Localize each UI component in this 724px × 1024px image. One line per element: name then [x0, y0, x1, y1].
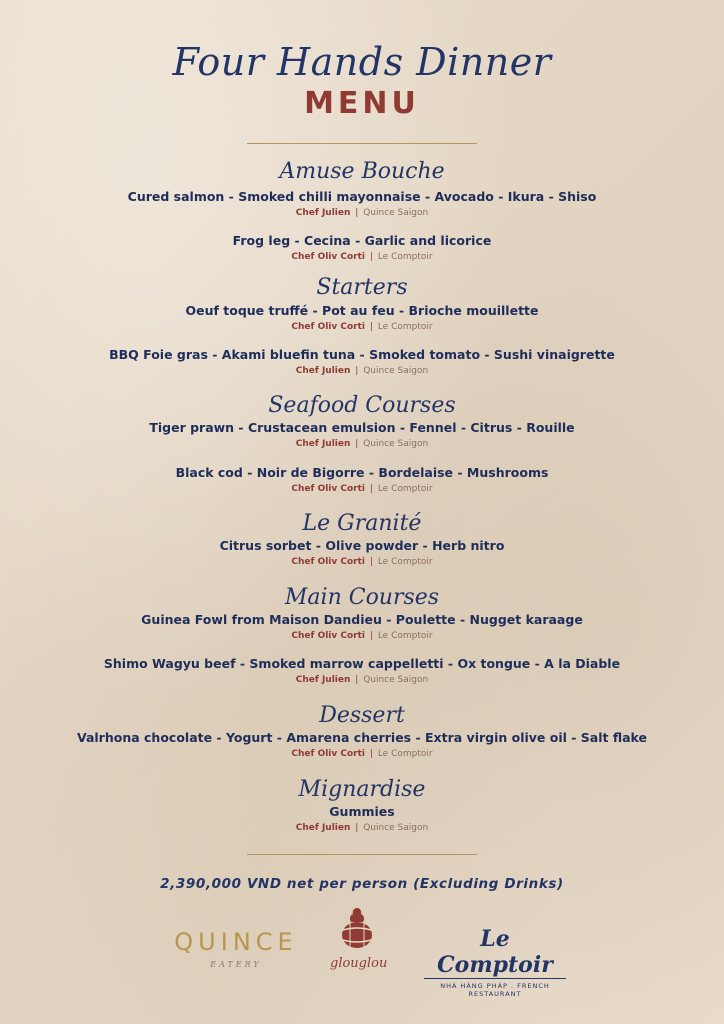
dish-name: BBQ Foie gras - Akami bluefin tuna - Smoked tomato - Sushi vinaigrette	[109, 347, 615, 362]
restaurant-name: Le Comptoir	[377, 749, 433, 759]
chef-credit	[0, 630, 724, 642]
chef-credit	[0, 365, 724, 377]
glouglou-logo-word: glouglou	[330, 956, 388, 971]
chef-separator: |	[369, 557, 373, 567]
dish-name: Cured salmon - Smoked chilli mayonnaise - Avocado - Ikura - Shiso	[127, 189, 597, 204]
dish-name: Tiger prawn - Crustacean emulsion - Fennel - Citrus - Rouille	[149, 420, 575, 435]
chef-name: Chef Oliv Corti	[291, 484, 366, 494]
chef-credit	[0, 207, 724, 219]
chef-name: Chef Julien	[295, 823, 351, 833]
chef-separator: |	[355, 366, 359, 376]
restaurant-name: Le Comptoir	[377, 252, 433, 262]
restaurant-name: Le Comptoir	[377, 484, 433, 494]
chef-name: Chef Oliv Corti	[291, 631, 366, 641]
chef-separator: |	[369, 322, 373, 332]
dish-name: Gummies	[329, 804, 395, 819]
section-title-dessert: Dessert	[319, 703, 405, 728]
chef-credit	[0, 748, 724, 760]
restaurant-name: Le Comptoir	[377, 557, 433, 567]
dish-name: Oeuf toque truffé - Pot au feu - Brioche mouillette	[185, 303, 539, 318]
le-comptoir-logo	[420, 926, 570, 998]
section-title-mignardise: Mignardise	[298, 777, 426, 802]
comptoir-logo-word: Le Comptoir	[437, 926, 553, 978]
chef-name: Chef Oliv Corti	[291, 557, 366, 567]
glouglou-logo	[330, 906, 388, 971]
chef-credit	[0, 556, 724, 568]
chef-credit	[0, 483, 724, 495]
quince-logo-word: QUINCE	[174, 928, 298, 956]
chef-credit	[0, 321, 724, 333]
restaurant-name: Le Comptoir	[377, 322, 433, 332]
restaurant-name: Quince Saigon	[363, 366, 429, 376]
chef-credit	[0, 438, 724, 450]
chef-separator: |	[355, 439, 359, 449]
chef-separator: |	[355, 208, 359, 218]
bottom-divider	[247, 854, 477, 855]
chef-separator: |	[355, 675, 359, 685]
top-divider	[247, 143, 477, 144]
chef-name: Chef Julien	[295, 439, 351, 449]
event-title: Four Hands Dinner	[172, 40, 552, 84]
dish-name: Valrhona chocolate - Yogurt - Amarena cherries - Extra virgin olive oil - Salt flake	[76, 730, 648, 745]
dish-name: Frog leg - Cecina - Garlic and licorice	[232, 233, 492, 248]
restaurant-name: Quince Saigon	[363, 208, 429, 218]
section-title-starters: Starters	[316, 275, 408, 300]
chef-name: Chef Julien	[295, 208, 351, 218]
section-title-le-granite: Le Granité	[302, 511, 422, 536]
chef-name: Chef Oliv Corti	[291, 749, 366, 759]
wine-barrel-icon	[337, 906, 377, 950]
restaurant-name: Quince Saigon	[363, 823, 429, 833]
section-title-amuse-bouche: Amuse Bouche	[279, 159, 445, 184]
section-title-main-courses: Main Courses	[284, 585, 440, 610]
price-line: 2,390,000 VND net per person (Excluding Drinks)	[160, 876, 564, 892]
dish-name: Guinea Fowl from Maison Dandieu - Poulette - Nugget karaage	[141, 612, 583, 627]
restaurant-name: Le Comptoir	[377, 631, 433, 641]
restaurant-name: Quince Saigon	[363, 675, 429, 685]
dish-name: Citrus sorbet - Olive powder - Herb nitro	[219, 538, 505, 553]
chef-separator: |	[355, 823, 359, 833]
chef-separator: |	[369, 631, 373, 641]
chef-separator: |	[369, 484, 373, 494]
section-title-seafood-courses: Seafood Courses	[268, 393, 456, 418]
dish-name: Black cod - Noir de Bigorre - Bordelaise - Mushrooms	[175, 465, 549, 480]
chef-name: Chef Julien	[295, 675, 351, 685]
comptoir-logo-subtitle: NHÀ HÀNG PHÁP . FRENCH RESTAURANT	[440, 982, 550, 998]
menu-heading: MENU	[304, 86, 420, 121]
quince-logo-subtitle: EATERY	[210, 960, 262, 969]
chef-separator: |	[369, 252, 373, 262]
chef-separator: |	[369, 749, 373, 759]
dish-name: Shimo Wagyu beef - Smoked marrow cappelletti - Ox tongue - A la Diable	[103, 656, 621, 671]
chef-credit	[0, 251, 724, 263]
chef-name: Chef Julien	[295, 366, 351, 376]
chef-credit	[0, 822, 724, 834]
quince-eatery-logo	[156, 928, 316, 969]
chef-credit	[0, 674, 724, 686]
restaurant-name: Quince Saigon	[363, 439, 429, 449]
chef-name: Chef Oliv Corti	[291, 252, 366, 262]
chef-name: Chef Oliv Corti	[291, 322, 366, 332]
comptoir-logo-underline	[424, 978, 566, 979]
